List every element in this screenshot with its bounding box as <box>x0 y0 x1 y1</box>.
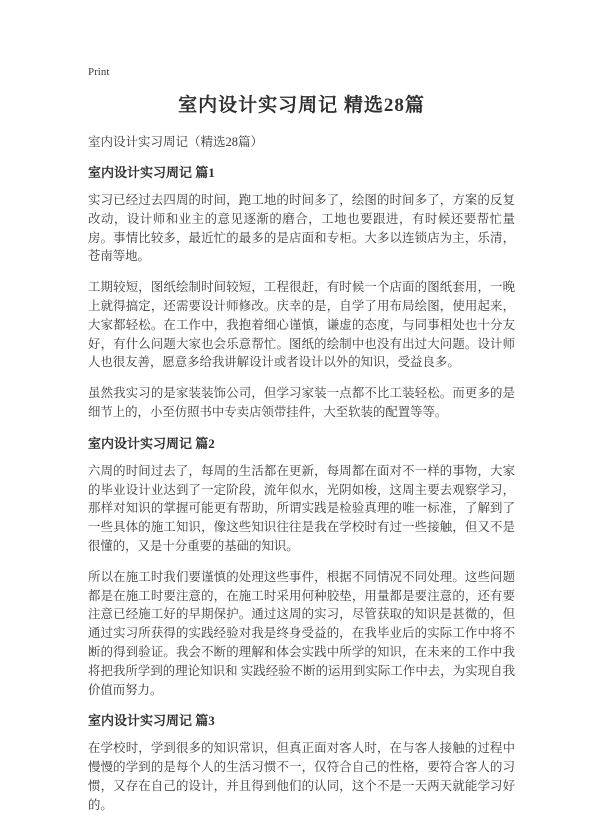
article-section-3 <box>88 712 515 814</box>
paragraph: 在学校时，学到很多的知识常识，但真正面对客人时，在与客人接触的过程中慢慢的学到的是每个人的生活习惯不一，仅符合自己的性格，要符合客人的习惯，又存在自己的设计，并且得到他们的认同，这个不是一天两天就能学习好的。 <box>88 741 515 812</box>
section-heading: 室内设计实习周记 篇1 <box>88 165 215 180</box>
paragraph: 工期较短，图纸绘制时间较短，工程很赶，有时候一个店面的图纸套用，一晚上就得搞定，还需要设计师修改。庆幸的是，自学了用布局绘图，使用起来，大家都轻松。在工作中，我抱着细心谨慎，谦虚的态度，与同事相处也十分友好，有什么问题大家也会乐意帮忙。图纸的绘制中也没有出过大问题。设计师人也很友善，愿意多给我讲解设计或者设计以外的知识，受益良多。 <box>88 280 515 370</box>
paragraph: 六周的时间过去了，每周的生活都在更新，每周都在面对不一样的事物，大家的毕业设计业达到了一定阶段，流年似水，光阴如梭，这周主要去观察学习，那样对知识的掌握可能更有帮助，所谓实践是检验真理的唯一标准，了解到了一些具体的施工知识，像这些知识往往是我在学校时有过一些接触，但又不是很懂的，又是十分重要的基础的知识。 <box>88 463 515 553</box>
article-section-1 <box>88 164 515 422</box>
paragraph: 虽然我实习的是家装装饰公司，但学习家装一点都不比工装轻松。而更多的是细节上的，小至仿照书中专卖店领带挂件，大至软装的配置等等。 <box>88 386 515 419</box>
section-heading: 室内设计实习周记 篇2 <box>88 435 215 451</box>
article-section-2 <box>88 435 515 700</box>
print-link[interactable]: Print <box>88 66 110 78</box>
section-heading: 室内设计实习周记 篇3 <box>88 713 215 729</box>
page-title: 室内设计实习周记 精选28篇 <box>178 95 425 116</box>
document-subtitle: 室内设计实习周记（精选28篇） <box>88 135 264 149</box>
paragraph: 实习已经过去四周的时间，跑工地的时间多了，绘图的时间多了，方案的反复改动，设计师和业主的意见逐渐的磨合，工地也要跟进，有时候还要帮忙量房。事情比较多，最近忙的最多的是店面和专柜。大多以连锁店为主，乐清，苍南等地。 <box>88 193 515 264</box>
paragraph: 所以在施工时我们要谨慎的处理这些事件，根据不同情况不同处理。这些问题都是在施工时要注意的，在施工时采用何种胶垫，用量都是要注意的，还有要注意已经施工好的早期保护。通过这周的实习，尽管获取的知识是甚微的，但通过实习所获得的实践经验对我是终身受益的，在我毕业后的实际工作中将不断的得到验证。我会不断的理解和体会实践中所学的知识，在未来的工作中我将把我所学到的理论知识和 实践经验不断的运用到实际工作中去，为实现自我价值而努力。 <box>88 569 515 697</box>
